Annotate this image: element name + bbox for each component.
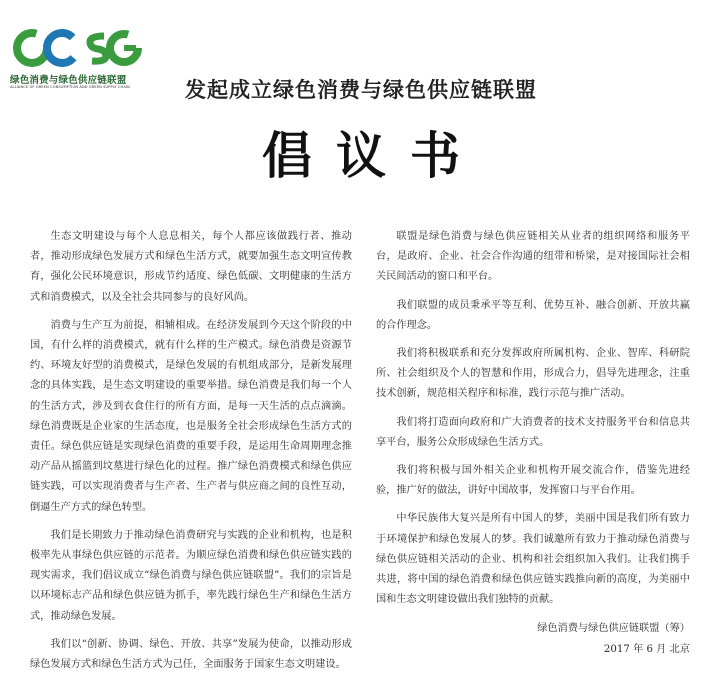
signoff-org: 绿色消费与绿色供应链联盟（筹）	[537, 623, 690, 634]
paragraph: 我们将积极与国外相关企业和机构开展交流合作，借鉴先进经验，推广好的做法，讲好中国故事，发挥窗口与平台作用。	[376, 465, 690, 497]
right-column	[376, 227, 690, 618]
paragraph: 我们将打造面向政府和广大消费者的技术支持服务平台和信息共享平台，服务公众形成绿色生活方式。	[376, 416, 690, 448]
paragraph: 我们以“创新、协调、绿色、开放、共享”发展为使命，以推动形成绿色发展方式和绿色生活方式为己任，全面服务于国家生态文明建设。	[30, 638, 352, 671]
paragraph: 联盟是绿色消费与绿色供应链相关从业者的组织网络和服务平台，是政府、企业、社会合作沟通的纽带和桥梁，是对接国际社会相关民间活动的窗口和平台。	[376, 231, 690, 283]
paragraph: 我们将积极联系和充分发挥政府所属机构、企业、智库、科研院所、社会组织及个人的智慧和作用，形成合力，倡导先进理念，注重技术创新，规范相关程序和标准，践行示范与推广活动。	[376, 348, 690, 400]
paragraph: 生态文明建设与每个人息息相关，每个人都应该做践行者、推动者，推动形成绿色发展方式和绿色生活方式，就要加强生态文明宣传教育，强化公民环境意识，形成节约适度、绿色低碳、文明健康的生活方式和消费模式，以及全社会共同参与的良好风尚。	[30, 231, 352, 303]
signoff-date: 2017 年 6 月 北京	[603, 644, 690, 655]
paragraph: 消费与生产互为前提，相辅相成。在经济发展到今天这个阶段的中国，有什么样的消费模式，就有什么样的生产模式。绿色消费是资源节约、环境友好型的消费模式，是绿色发展的有机组成部分，是新发展理念的具体实践，是生态文明建设的重要举措。绿色消费是我们每一个人的生活方式，涉及到衣食住行的所有方面，是每一天生活的点点滴滴。绿色消费既是企业家的生活态度，也是服务全社会形成绿色生活方式的责任。绿色供应链是实现绿色消费的重要手段，是运用生命周期理念推动产品从摇篮到坟墓进行绿色化的过程。推广绿色消费模式和绿色供应链实践，可以实现消费者与生产者、生产者与供应商之间的良性互动，倒逼生产方式的绿色转型。	[30, 319, 352, 513]
paragraph: 中华民族伟大复兴是所有中国人的梦，美丽中国是我们所有致力于环境保护和绿色发展人的梦。我们诚邀所有致力于推动绿色消费与绿色供应链相关活动的企业、机构和社会组织加入我们。让我们携手共进，将中国的绿色消费和绿色供应链实践推向新的高度，为美丽中国和生态文明建设做出我们独特的贡献。	[376, 513, 690, 606]
headline: 发起成立绿色消费与绿色供应链联盟	[185, 78, 537, 102]
logo-name-en: ALLIANCE OF GREEN CONSUMPTION AND GREEN SUPPLY CHAIN	[10, 85, 130, 89]
logo-name-cn: 绿色消费与绿色供应链联盟	[10, 75, 127, 86]
left-column	[30, 227, 352, 683]
gcsg-logo-icon	[12, 28, 142, 68]
signoff	[376, 618, 690, 660]
paragraph: 我们是长期致力于推动绿色消费研究与实践的企业和机构，也是积极率先从事绿色供应链的示范者。为顺应绿色消费和绿色供应链实践的现实需求，我们倡议成立“绿色消费与绿色供应链联盟”。我们的宗旨是以环境标志产品和绿色供应链为抓手，率先践行绿色生产和绿色生活方式，推动绿色发展。	[30, 529, 352, 622]
page-title: 倡议书	[262, 126, 484, 185]
paragraph: 我们联盟的成员秉承平等互利、优势互补、融合创新、开放共赢的合作理念。	[376, 299, 690, 331]
